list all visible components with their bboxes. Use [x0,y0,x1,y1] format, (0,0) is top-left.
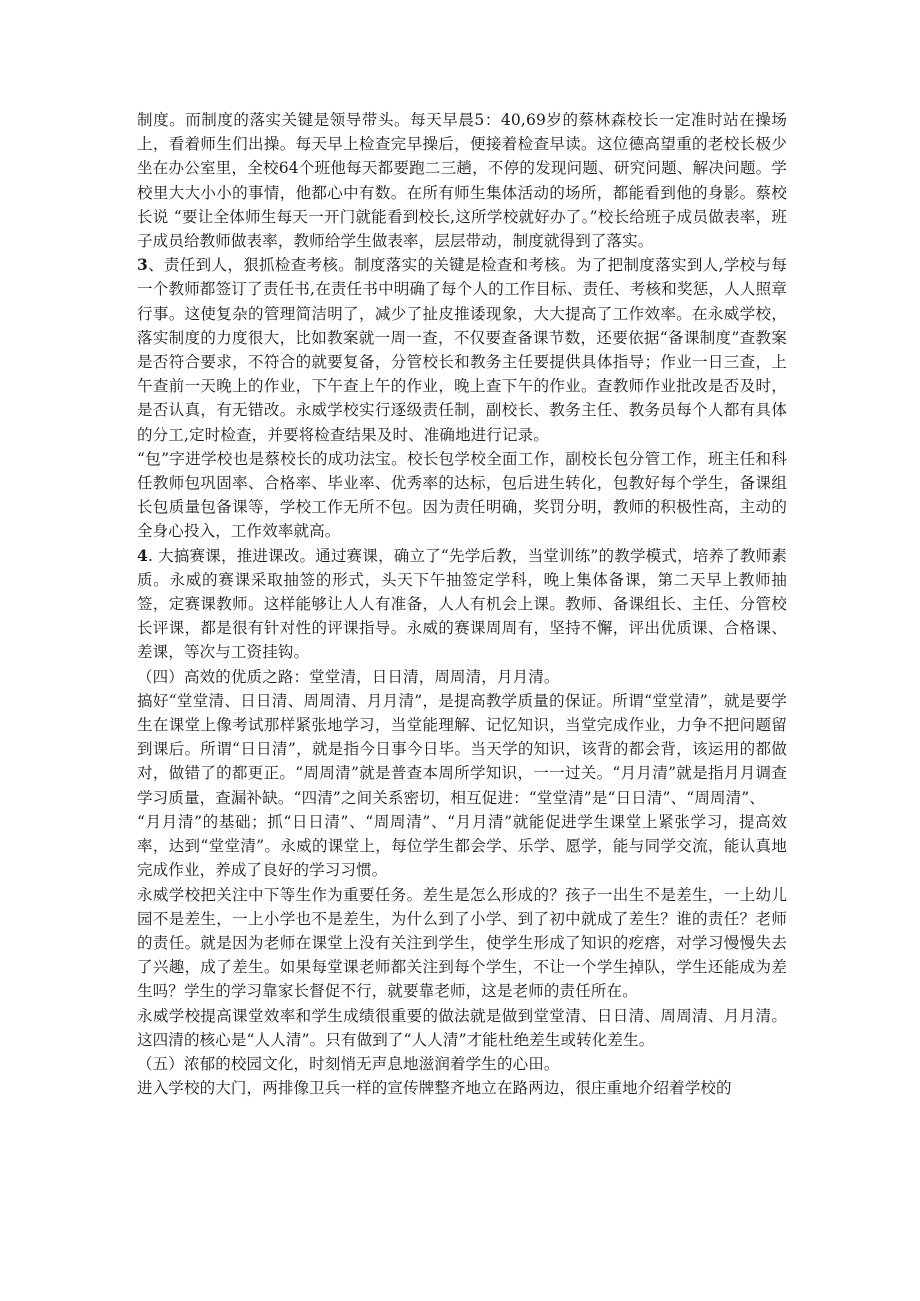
paragraph-text: 进入学校的大门，两排像卫兵一样的宣传牌整齐地立在路两边，很庄重地介绍着学校的 [137,1079,732,1098]
paragraph-everyone-clear [137,1004,787,1052]
paragraph-text: 、责任到人，狠抓检查考核。制度落实的关键是检查和考核。为了把制度落实到人,学校与每一个教师都签订了责任书,在责任书中明确了每个人的工作目标、责任、考核和奖惩，人人照章行事。这使复杂的管理简洁明了，减少了扯皮推诿现象，大大提高了工作效率。在永威学校，落实制度的力度很大，比如教案就一周一查，不仅要查备课节数，还要依据“备课制度”查教案是否符合要求，不符合的就要复备，分管校长和教务主任要提供具体指导；作业一日三查，上午查前一天晚上的作业，下午查上午的作业，晚上查下午的作业。查教师作业批改是否及时，是否认真，有无错改。永威学校实行逐级责任制，副校长、教务主任、教务员每个人都有具体的分工,定时检查，并要将检查结果及时、准确地进行记录。 [137,256,787,444]
paragraph-lower-students [137,883,787,1004]
paragraph-text: （四）高效的优质之路：堂堂清，日日清，周周清，月月清。 [137,667,560,686]
section-heading-campus-culture [137,1052,787,1076]
paragraph-text: 永威学校提高课堂效率和学生成绩很重要的做法就是做到堂堂清、日日清、周周清、月月清。这四清的核心是“人人清”。只有做到了“人人清”才能杜绝差生或转化差生。 [137,1006,787,1049]
paragraph-lesson-contest [137,544,787,665]
paragraph-text: 搞好“堂堂清、日日清、周周清、月月清”，是提高教学质量的保证。所谓“堂堂清”，就是要学生在课堂上像考试那样紧张地学习，当堂能理解、记忆知识，当堂完成作业，力争不把问题留到课后。所谓“日日清”，就是指今日事今日毕。当天学的知识，该背的都会背，该运用的都做对，做错了的都更正。“周周清”就是普查本周所学知识，一一过关。“月月清”就是指月月调查学习质量，查漏补缺。“四清”之间关系密切，相互促进：“堂堂清”是“日日清”、“周周清”、 [137,691,787,807]
paragraph-institution-leadership [137,108,787,253]
paragraph-bao-method [137,447,787,544]
paragraph-four-clears-continued [137,810,787,883]
paragraph-text: 制度。而制度的落实关键是领导带头。每天早晨5：40,69岁的蔡林森校长一定准时站在操场上，看着师生们出操。每天早上检查完早操后，便接着检查早读。这位德高望重的老校长极少坐在办公室里，全校64个班他每天都要跑二三趟，不停的发现问题、研究问题、解决问题。学校里大大小小的事情，他都心中有数。在所有师生集体活动的场所，都能看到他的身影。蔡校长说 “要让全体师生每天一开门就能看到校长,这所学校就好办了。”校长给班子成员做表率，班子成员给教师做表率，教师给学生做表率，层层带动，制度就得到了落实。 [137,111,787,251]
section-heading-four-clears [137,665,787,689]
paragraph-text: （五）浓郁的校园文化，时刻悄无声息地滋润着学生的心田。 [137,1054,560,1073]
paragraph-text: 永威学校把关注中下等生作为重要任务。差生是怎么形成的？孩子一出生不是差生，一上幼儿园不是差生，一上小学也不是差生，为什么到了小学、到了初中就成了差生？谁的责任？老师的责任。就是因为老师在课堂上没有关注到学生，使学生形成了知识的疙瘩，对学习慢慢失去了兴趣，成了差生。如果每堂课老师都关注到每个学生，不让一个学生掉队，学生还能成为差生吗？学生的学习靠家长督促不行，就要靠老师，这是老师的责任所在。 [137,885,787,1001]
paragraph-responsibility [137,253,787,447]
paragraph-text: “包”字进学校也是蔡校长的成功法宝。校长包学校全面工作，副校长包分管工作，班主任和科任教师包巩固率、合格率、毕业率、优秀率的达标，包后进生转化，包教好每个学生，备课组长包质量包备课等，学校工作无所不包。因为责任明确，奖罚分明，教师的积极性高，主动的全身心投入，工作效率就高。 [137,449,787,541]
paragraph-text: . 大搞赛课，推进课改。通过赛课，确立了“先学后教，当堂训练”的教学模式，培养了教师素质。永威的赛课采取抽签的形式，头天下午抽签定学科，晚上集体备课，第二天早上教师抽签，定赛课教师。这样能够让人人有准备，人人有机会上课。教师、备课组长、主任、分管校长评课，都是很有针对性的评课指导。永威的赛课周周有，坚持不懈，评出优质课、合格课、差课，等次与工资挂钩。 [137,546,787,662]
item-number: 3 [137,255,148,275]
paragraph-text: “月月清”的基础；抓“日日清”、“周周清”、“月月清”就能促进学生课堂上紧张学习，提高效率，达到“堂堂清”。永威的课堂上，每位学生都会学、乐学、愿学，能与同学交流，能认真地完成作业，养成了良好的学习习惯。 [137,812,787,880]
item-number: 4 [137,545,148,565]
paragraph-four-clears [137,689,787,810]
paragraph-campus-entrance [137,1076,787,1100]
document-body [137,108,787,1100]
